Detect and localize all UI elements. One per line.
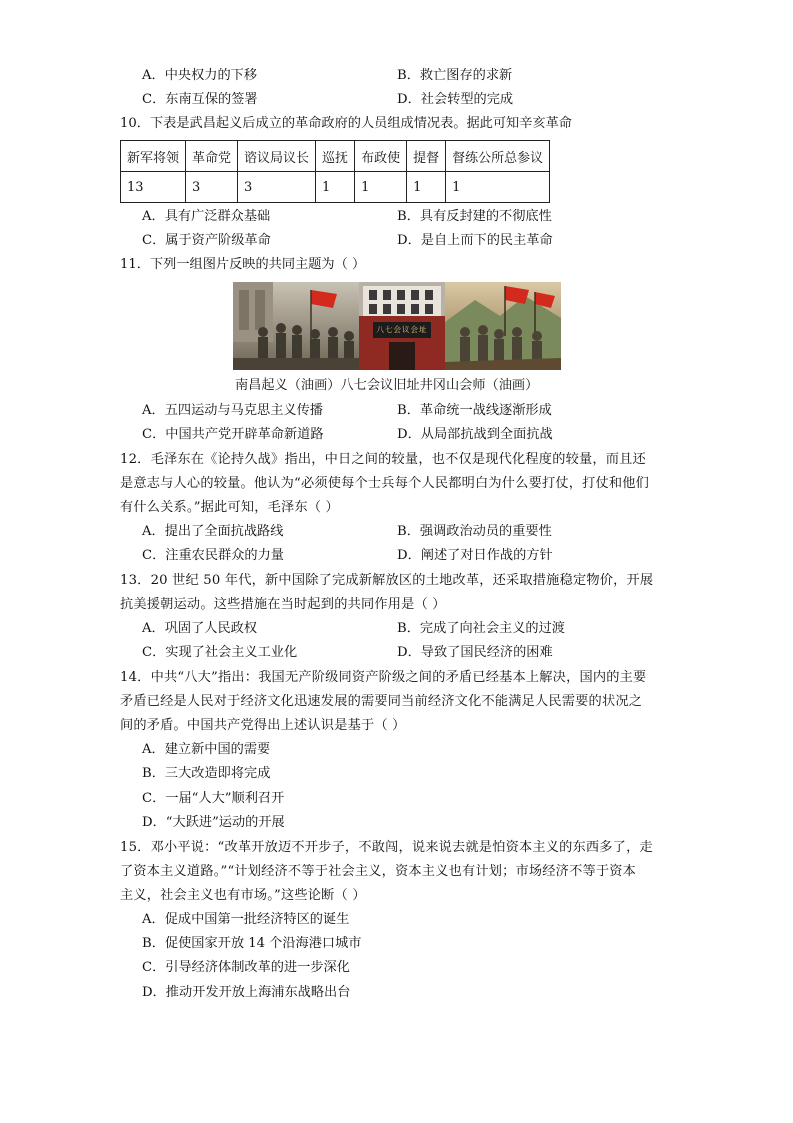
- q13-option-a: A．巩固了人民政权: [142, 621, 258, 636]
- q12-stem-line: 是意志与人心的较量。他认为“必须使每个士兵每个人民都明白为什么要打仗，打仗和他们: [120, 476, 650, 491]
- nanchang-uprising-painting: [233, 282, 359, 370]
- q14-stem-line: 14．中共“八大”指出：我国无产阶级同资产阶级之间的矛盾已经基本上解决，国内的主要: [120, 670, 647, 685]
- jinggangshan-meeting-painting: [445, 282, 561, 370]
- q12-stem-line: 12．毛泽东在《论持久战》指出，中日之间的较量，也不仅是现代化程度的较量，而且还: [120, 452, 646, 467]
- q15-stem-line: 了资本主义道路。”“计划经济不等于社会主义，资本主义也有计划；市场经济不等于资本: [120, 864, 637, 879]
- q10-table-header: 谘议局议长: [238, 141, 316, 172]
- q11-stem: 11．下列一组图片反映的共同主题为（ ）: [120, 257, 366, 272]
- q15-stem-line: 15．邓小平说：“改革开放迈不开步子，不敢闯，说来说去就是怕资本主义的东西多了，走: [120, 840, 653, 855]
- q10-option-b: B．具有反封建的不彻底性: [397, 209, 552, 224]
- q10-table-header: 新军将领: [121, 141, 186, 172]
- q12-stem-line: 有什么关系。”据此可知，毛泽东（ ）: [120, 500, 339, 515]
- q12-stem: [120, 448, 676, 520]
- q10-table-cell: 13: [121, 172, 186, 203]
- q10-table-header: 布政使: [355, 141, 407, 172]
- q9-option-a: A．中央权力的下移: [142, 68, 258, 83]
- q14-option-d: D．“大跃进”运动的开展: [142, 815, 285, 830]
- q10-table-header: 提督: [407, 141, 446, 172]
- q12-option-c: C．注重农民群众的力量: [142, 548, 284, 563]
- q11-option-d: D．从局部抗战到全面抗战: [397, 427, 553, 442]
- q14-stem-line: 矛盾已经是人民对于经济文化迅速发展的需要同当前经济文化不能满足人民需要的状况之: [120, 694, 643, 709]
- q10-table-cell: 3: [186, 172, 238, 203]
- q14-stem-line: 间的矛盾。中国共产党得出上述认识是基于（ ）: [120, 718, 406, 733]
- q11-image-caption: 南昌起义（油画）八七会议旧址井冈山会师（油画）: [235, 378, 539, 393]
- q11-option-b: B．革命统一战线逐渐形成: [397, 403, 552, 418]
- q10-table: [120, 140, 550, 203]
- q10-table-header: 巡抚: [316, 141, 355, 172]
- q13-stem: [120, 569, 676, 617]
- q14-option-a: A．建立新中国的需要: [142, 742, 271, 757]
- q15-stem-line: 主义，社会主义也有市场。”这些论断（ ）: [120, 888, 366, 903]
- q10-table-cell: 3: [238, 172, 316, 203]
- q11-option-a: A．五四运动与马克思主义传播: [142, 403, 323, 418]
- q12-option-b: B．强调政治动员的重要性: [397, 524, 552, 539]
- q15-option-c: C．引导经济体制改革的进一步深化: [142, 960, 350, 975]
- q10-table-cell: 1: [446, 172, 550, 203]
- q13-option-b: B．完成了向社会主义的过渡: [397, 621, 565, 636]
- q9-option-d: D．社会转型的完成: [397, 92, 514, 107]
- q10-stem: 10．下表是武昌起义后成立的革命政府的人员组成情况表。据此可知辛亥革命: [120, 116, 572, 131]
- q15-option-d: D．推动开发开放上海浦东战略出台: [142, 985, 351, 1000]
- q10-table-header: 督练公所总参议: [446, 141, 550, 172]
- q10-option-c: C．属于资产阶级革命: [142, 233, 271, 248]
- q14-option-b: B．三大改造即将完成: [142, 766, 271, 781]
- q13-option-c: C．实现了社会主义工业化: [142, 645, 298, 660]
- q10-table-cell: 1: [355, 172, 407, 203]
- q12-option-d: D．阐述了对日作战的方针: [397, 548, 553, 563]
- q10-table-cell: 1: [407, 172, 446, 203]
- q15-option-a: A．促成中国第一批经济特区的诞生: [142, 912, 350, 927]
- q13-stem-line: 13．20 世纪 50 年代，新中国除了完成新解放区的土地改革，还采取措施稳定物价，开展: [120, 573, 654, 588]
- q10-option-a: A．具有广泛群众基础: [142, 209, 271, 224]
- q13-stem-line: 抗美援朝运动。这些措施在当时起到的共同作用是（ ）: [120, 597, 446, 612]
- q10-table-cell: 1: [316, 172, 355, 203]
- q15-stem: [120, 836, 676, 908]
- q12-option-a: A．提出了全面抗战路线: [142, 524, 284, 539]
- q9-option-b: B．救亡图存的求新: [397, 68, 513, 83]
- q14-option-c: C．一届“人大”顺利召开: [142, 791, 285, 806]
- q11-option-c: C．中国共产党开辟革命新道路: [142, 427, 324, 442]
- q10-table-header: 革命党: [186, 141, 238, 172]
- q10-table-value-row: [121, 172, 550, 203]
- q15-option-b: B．促使国家开放 14 个沿海港口城市: [142, 936, 362, 951]
- q14-stem: [120, 666, 676, 738]
- august-seventh-meeting-site-photo: [359, 282, 445, 370]
- q13-option-d: D．导致了国民经济的困难: [397, 645, 553, 660]
- q10-table-header-row: [121, 141, 550, 172]
- meeting-site-sign: 八七会议会址: [376, 325, 428, 334]
- q10-option-d: D．是自上而下的民主革命: [397, 233, 553, 248]
- q9-option-c: C．东南互保的签署: [142, 92, 258, 107]
